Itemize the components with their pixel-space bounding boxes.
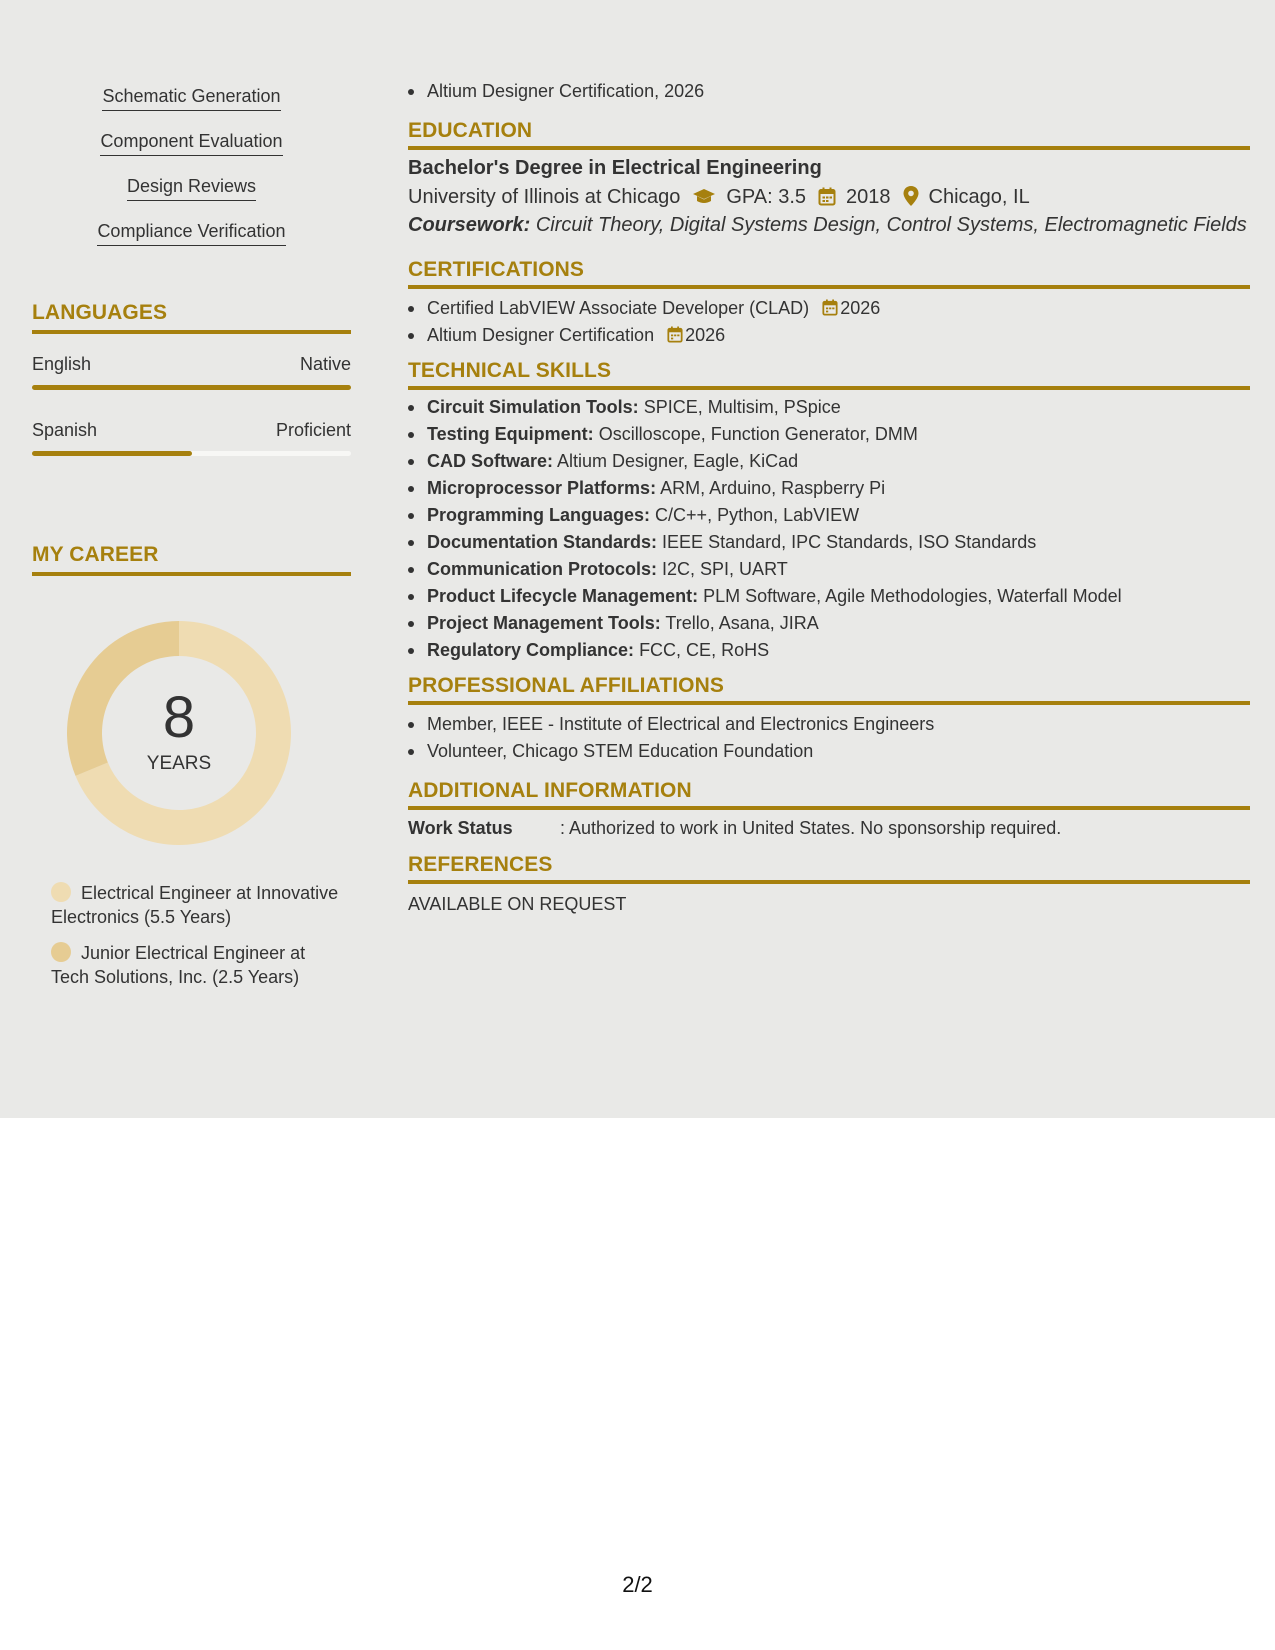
skill-item <box>408 448 1250 475</box>
legend-dot <box>51 942 71 962</box>
language-item <box>32 354 351 390</box>
language-item <box>32 420 351 456</box>
technical-skills-section <box>408 359 1250 664</box>
work-status-label: Work Status <box>408 818 513 838</box>
languages-section <box>32 301 351 456</box>
skill-value: FCC, CE, RoHS <box>639 640 770 660</box>
certification-year: 2026 <box>840 298 881 318</box>
skill-label: CAD Software: <box>427 451 554 471</box>
language-name: Spanish <box>32 420 98 440</box>
skill-label: Product Lifecycle Management: <box>427 586 699 606</box>
technical-skills-title: TECHNICAL SKILLS <box>408 359 1250 390</box>
career-donut <box>67 621 291 845</box>
skill-label: Circuit Simulation Tools: <box>427 397 639 417</box>
graduation-year: 2018 <box>846 186 891 208</box>
certification-item <box>408 295 1250 322</box>
coursework <box>408 214 1250 237</box>
affiliations-section <box>408 674 1250 765</box>
skill-label: Testing Equipment: <box>427 424 594 444</box>
skill-item <box>408 637 1250 664</box>
skill-item <box>408 394 1250 421</box>
language-bar-fill <box>32 385 351 390</box>
language-bar <box>32 385 351 390</box>
career-unit: YEARS <box>146 753 212 774</box>
skill-value: Oscilloscope, Function Generator, DMM <box>598 424 918 444</box>
skill-item: Component Evaluation <box>100 131 282 156</box>
career-legend-item <box>51 941 341 989</box>
education-section <box>408 119 1250 237</box>
skill-value: Altium Designer, Eagle, KiCad <box>557 451 799 471</box>
skill-value: SPICE, Multisim, PSpice <box>643 397 841 417</box>
skill-value: IEEE Standard, IPC Standards, ISO Standards <box>662 532 1037 552</box>
certification-name: Altium Designer Certification <box>427 325 655 345</box>
work-status <box>408 818 1250 839</box>
career-legend-label: Junior Electrical Engineer at Tech Solutions, Inc. (2.5 Years) <box>51 943 306 987</box>
career-total: 8 <box>162 685 196 750</box>
list-item: Altium Designer Certification, 2026 <box>408 78 1250 105</box>
language-bar-fill <box>32 451 192 456</box>
references-title: REFERENCES <box>408 853 1250 884</box>
legend-dot <box>51 882 71 902</box>
career-section <box>32 543 351 987</box>
skill-item <box>408 421 1250 448</box>
language-level: Proficient <box>275 420 351 440</box>
calendar-icon <box>822 299 838 316</box>
language-bar <box>32 451 351 456</box>
calendar-icon <box>818 187 836 206</box>
skill-item <box>408 502 1250 529</box>
affiliation-item: Member, IEEE - Institute of Electrical and Electronics Engineers <box>408 711 1250 738</box>
gpa: GPA: 3.5 <box>726 186 807 208</box>
references-text: AVAILABLE ON REQUEST <box>408 894 627 914</box>
education-details <box>408 186 1250 209</box>
graduation-cap-icon <box>692 188 716 206</box>
skill-item: Compliance Verification <box>97 221 285 246</box>
affiliation-item: Volunteer, Chicago STEM Education Foundation <box>408 738 1250 765</box>
career-legend <box>51 881 341 1001</box>
languages-title: LANGUAGES <box>32 301 351 334</box>
skill-value: Trello, Asana, JIRA <box>665 613 819 633</box>
skill-value: C/C++, Python, LabVIEW <box>655 505 860 525</box>
technical-skills-list <box>408 394 1250 664</box>
skill-label: Documentation Standards: <box>427 532 658 552</box>
page-number: 2/2 <box>622 1572 653 1597</box>
degree-title: Bachelor's Degree in Electrical Engineering <box>408 157 822 179</box>
skill-label: Programming Languages: <box>427 505 651 525</box>
additional-info-title: ADDITIONAL INFORMATION <box>408 779 1250 810</box>
coursework-label: Coursework: <box>408 214 531 236</box>
location-pin-icon <box>903 186 919 206</box>
skill-item: Schematic Generation <box>102 86 280 111</box>
certification-name: Certified LabVIEW Associate Developer (CLAD) <box>427 298 810 318</box>
skill-item: Design Reviews <box>127 176 256 201</box>
school-location: Chicago, IL <box>928 186 1030 208</box>
certifications-title: CERTIFICATIONS <box>408 258 1250 289</box>
career-title: MY CAREER <box>32 543 351 576</box>
certification-item <box>408 322 1250 349</box>
education-title: EDUCATION <box>408 119 1250 150</box>
skill-item <box>408 475 1250 502</box>
language-level: Native <box>299 354 351 374</box>
skill-label: Microprocessor Platforms: <box>427 478 657 498</box>
skill-item <box>408 529 1250 556</box>
language-name: English <box>32 354 92 374</box>
skill-value: I2C, SPI, UART <box>662 559 788 579</box>
skill-label: Communication Protocols: <box>427 559 658 579</box>
skill-label: Project Management Tools: <box>427 613 661 633</box>
certification-year: 2026 <box>685 325 726 345</box>
skill-value: ARM, Arduino, Raspberry Pi <box>660 478 886 498</box>
calendar-icon <box>667 326 683 343</box>
certifications-section <box>408 258 1250 349</box>
skill-item <box>408 610 1250 637</box>
skill-item <box>408 583 1250 610</box>
work-status-value: : Authorized to work in United States. No sponsorship required. <box>560 818 1062 838</box>
career-legend-item <box>51 881 341 929</box>
coursework-list: Circuit Theory, Digital Systems Design, Control Systems, Electromagnetic Fields <box>535 214 1247 236</box>
references-section <box>408 853 1250 915</box>
skill-item <box>408 556 1250 583</box>
skills-list <box>32 86 351 266</box>
skill-value: PLM Software, Agile Methodologies, Waterfall Model <box>703 586 1122 606</box>
affiliations-title: PROFESSIONAL AFFILIATIONS <box>408 674 1250 705</box>
school-name: University of Illinois at Chicago <box>408 186 681 208</box>
additional-info-section <box>408 779 1250 839</box>
skill-label: Regulatory Compliance: <box>427 640 635 660</box>
career-legend-label: Electrical Engineer at Innovative Electronics (5.5 Years) <box>51 883 339 927</box>
